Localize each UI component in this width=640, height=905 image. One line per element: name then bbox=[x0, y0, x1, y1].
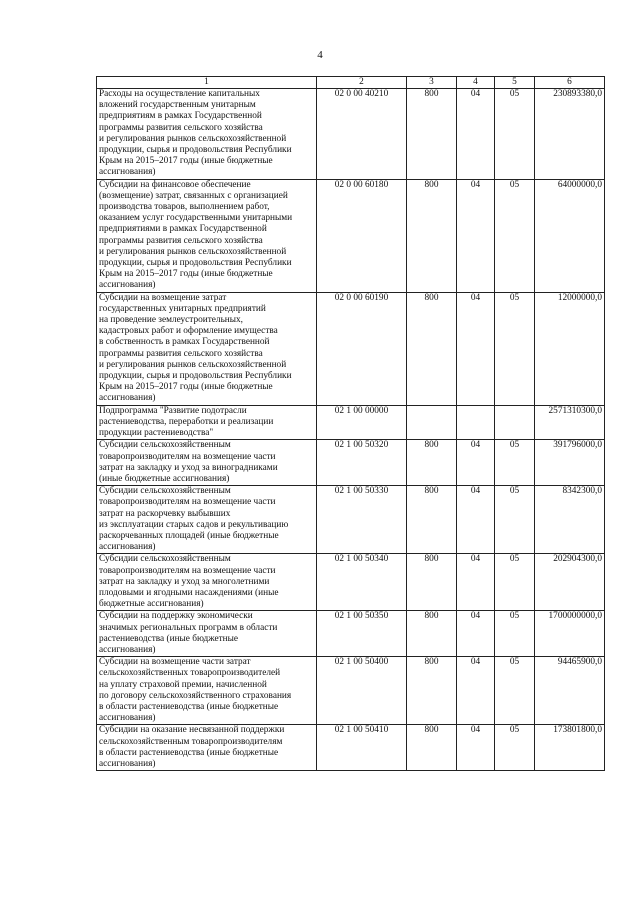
description-line: товаропроизводителям на возмещение части bbox=[99, 451, 276, 462]
description-line: ассигнования) bbox=[99, 393, 156, 404]
description-line: в области растениеводства (иные бюджетные bbox=[99, 747, 279, 758]
row-section: 04 bbox=[457, 179, 495, 292]
row-subsection: 05 bbox=[495, 554, 535, 611]
row-amount: 202904300,0 bbox=[535, 554, 605, 611]
description-line: ассигнования) bbox=[99, 542, 156, 553]
row-description bbox=[97, 89, 317, 180]
description-line: товаропроизводителям на возмещение части bbox=[99, 497, 276, 508]
row-section: 04 bbox=[457, 657, 495, 725]
description-line: затрат на закладку и уход за многолетними bbox=[99, 576, 270, 587]
column-header: 6 bbox=[535, 77, 605, 89]
description-line: программы развития сельского хозяйства bbox=[99, 348, 263, 359]
row-subsection: 05 bbox=[495, 179, 535, 292]
description-line: программы развития сельского хозяйства bbox=[99, 235, 263, 246]
row-amount: 391796000,0 bbox=[535, 440, 605, 486]
column-header: 4 bbox=[457, 77, 495, 89]
table-row bbox=[97, 89, 605, 180]
description-line: Субсидии сельскохозяйственным bbox=[99, 554, 231, 565]
table-body bbox=[97, 89, 605, 771]
description-line: в области растениеводства (иные бюджетные bbox=[99, 701, 279, 712]
description-line: Субсидии сельскохозяйственным bbox=[99, 486, 231, 497]
row-subsection: 05 bbox=[495, 611, 535, 657]
row-description bbox=[97, 440, 317, 486]
description-line: Субсидии сельскохозяйственным bbox=[99, 440, 231, 451]
row-classification-code: 02 0 00 60180 bbox=[317, 179, 407, 292]
row-expense-type: 800 bbox=[407, 179, 457, 292]
table-row bbox=[97, 611, 605, 657]
column-header: 5 bbox=[495, 77, 535, 89]
row-amount: 94465900,0 bbox=[535, 657, 605, 725]
row-section: 04 bbox=[457, 611, 495, 657]
description-line: Крым на 2015–2017 годы (иные бюджетные bbox=[99, 269, 273, 280]
table-row bbox=[97, 405, 605, 440]
row-subsection: 05 bbox=[495, 657, 535, 725]
row-section bbox=[457, 405, 495, 440]
row-amount: 2571310300,0 bbox=[535, 405, 605, 440]
column-header: 1 bbox=[97, 77, 317, 89]
description-line: производства товаров, выполнением работ, bbox=[99, 202, 270, 213]
description-line: ассигнования) bbox=[99, 167, 156, 178]
row-description bbox=[97, 292, 317, 405]
table-row bbox=[97, 486, 605, 554]
table-row bbox=[97, 179, 605, 292]
row-classification-code: 02 0 00 60190 bbox=[317, 292, 407, 405]
row-expense-type: 800 bbox=[407, 611, 457, 657]
description-line: в собственность в рамках Государственной bbox=[99, 337, 270, 348]
row-subsection: 05 bbox=[495, 440, 535, 486]
row-section: 04 bbox=[457, 440, 495, 486]
description-line: ассигнования) bbox=[99, 713, 156, 724]
row-expense-type: 800 bbox=[407, 725, 457, 771]
row-section: 04 bbox=[457, 725, 495, 771]
description-line: вложений государственным унитарным bbox=[99, 100, 256, 111]
row-description bbox=[97, 725, 317, 771]
description-line: ассигнования) bbox=[99, 644, 156, 655]
description-line: программы развития сельского хозяйства bbox=[99, 122, 263, 133]
description-line: продукции, сырья и продовольствия Республики bbox=[99, 258, 292, 269]
description-line: продукции растениеводства" bbox=[99, 428, 214, 439]
row-subsection: 05 bbox=[495, 89, 535, 180]
description-line: Субсидии на возмещение затрат bbox=[99, 292, 227, 303]
description-line: Крым на 2015–2017 годы (иные бюджетные bbox=[99, 382, 273, 393]
row-classification-code: 02 1 00 50410 bbox=[317, 725, 407, 771]
description-line: затрат на раскорчевку выбывших bbox=[99, 508, 231, 519]
table-header bbox=[97, 77, 605, 89]
description-line: затрат на закладку и уход за виноградниками bbox=[99, 462, 278, 473]
budget-table bbox=[96, 76, 605, 771]
description-line: из эксплуатации старых садов и рекультивацию bbox=[99, 519, 289, 530]
row-expense-type: 800 bbox=[407, 292, 457, 405]
description-line: Субсидии на финансовое обеспечение bbox=[99, 179, 251, 190]
description-line: растениеводства (иные бюджетные bbox=[99, 633, 239, 644]
description-line: ассигнования) bbox=[99, 280, 156, 291]
description-line: государственных унитарных предприятий bbox=[99, 303, 266, 314]
table-row bbox=[97, 292, 605, 405]
description-line: Субсидии на оказание несвязанной поддержки bbox=[99, 725, 285, 736]
row-description bbox=[97, 657, 317, 725]
description-line: кадастровых работ и оформление имущества bbox=[99, 326, 278, 337]
description-line: сельскохозяйственных товаропроизводителей bbox=[99, 668, 281, 679]
table-row bbox=[97, 657, 605, 725]
description-line: плодовыми и ягодными насаждениями (иные bbox=[99, 587, 279, 598]
row-section: 04 bbox=[457, 486, 495, 554]
row-section: 04 bbox=[457, 89, 495, 180]
description-line: Субсидии на возмещение части затрат bbox=[99, 657, 251, 668]
row-subsection bbox=[495, 405, 535, 440]
row-section: 04 bbox=[457, 292, 495, 405]
description-line: Субсидии на поддержку экономически bbox=[99, 611, 253, 622]
row-amount: 64000000,0 bbox=[535, 179, 605, 292]
row-section: 04 bbox=[457, 554, 495, 611]
description-line: предприятиям в рамках Государственной bbox=[99, 111, 262, 122]
row-amount: 8342300,0 bbox=[535, 486, 605, 554]
column-header: 3 bbox=[407, 77, 457, 89]
description-line: товаропроизводителям на возмещение части bbox=[99, 565, 276, 576]
description-line: сельскохозяйственным товаропроизводителям bbox=[99, 736, 283, 747]
row-description bbox=[97, 486, 317, 554]
row-expense-type: 800 bbox=[407, 554, 457, 611]
description-line: Крым на 2015–2017 годы (иные бюджетные bbox=[99, 156, 273, 167]
description-line: продукции, сырья и продовольствия Республики bbox=[99, 145, 292, 156]
row-amount: 173801800,0 bbox=[535, 725, 605, 771]
row-description bbox=[97, 611, 317, 657]
description-line: предприятиями в рамках Государственной bbox=[99, 224, 267, 235]
description-line: растениеводства, переработки и реализации bbox=[99, 416, 274, 427]
row-classification-code: 02 0 00 40210 bbox=[317, 89, 407, 180]
row-description bbox=[97, 405, 317, 440]
row-expense-type bbox=[407, 405, 457, 440]
row-classification-code: 02 1 00 00000 bbox=[317, 405, 407, 440]
table-row bbox=[97, 440, 605, 486]
row-subsection: 05 bbox=[495, 292, 535, 405]
row-subsection: 05 bbox=[495, 486, 535, 554]
row-description bbox=[97, 179, 317, 292]
description-line: продукции, сырья и продовольствия Республики bbox=[99, 371, 292, 382]
description-line: значимых региональных программ в области bbox=[99, 622, 278, 633]
description-line: (иные бюджетные ассигнования) bbox=[99, 473, 230, 484]
row-expense-type: 800 bbox=[407, 440, 457, 486]
description-line: на уплату страховой премии, начисленной bbox=[99, 679, 267, 690]
row-expense-type: 800 bbox=[407, 486, 457, 554]
row-amount: 230893380,0 bbox=[535, 89, 605, 180]
row-classification-code: 02 1 00 50340 bbox=[317, 554, 407, 611]
description-line: Подпрограмма "Развитие подотрасли bbox=[99, 405, 247, 416]
header-row bbox=[97, 77, 605, 89]
row-classification-code: 02 1 00 50320 bbox=[317, 440, 407, 486]
description-line: и регулирования рынков сельскохозяйственной bbox=[99, 246, 287, 257]
row-classification-code: 02 1 00 50330 bbox=[317, 486, 407, 554]
column-header: 2 bbox=[317, 77, 407, 89]
description-line: (возмещение) затрат, связанных с организацией bbox=[99, 190, 288, 201]
row-subsection: 05 bbox=[495, 725, 535, 771]
description-line: раскорчеванных площадей (иные бюджетные bbox=[99, 530, 279, 541]
description-line: оказанием услуг государственными унитарными bbox=[99, 213, 293, 224]
table-row bbox=[97, 554, 605, 611]
description-line: по договору сельскохозяйственного страхования bbox=[99, 690, 292, 701]
row-classification-code: 02 1 00 50350 bbox=[317, 611, 407, 657]
row-amount: 12000000,0 bbox=[535, 292, 605, 405]
description-line: на проведение землеустроительных, bbox=[99, 315, 243, 326]
row-expense-type: 800 bbox=[407, 657, 457, 725]
row-expense-type: 800 bbox=[407, 89, 457, 180]
row-classification-code: 02 1 00 50400 bbox=[317, 657, 407, 725]
page-number: 4 bbox=[317, 49, 323, 61]
row-description bbox=[97, 554, 317, 611]
description-line: ассигнования) bbox=[99, 758, 156, 769]
row-amount: 1700000000,0 bbox=[535, 611, 605, 657]
description-line: бюджетные ассигнования) bbox=[99, 599, 204, 610]
description-line: и регулирования рынков сельскохозяйственной bbox=[99, 133, 287, 144]
table-row bbox=[97, 725, 605, 771]
description-line: Расходы на осуществление капитальных bbox=[99, 89, 260, 99]
description-line: и регулирования рынков сельскохозяйственной bbox=[99, 359, 287, 370]
